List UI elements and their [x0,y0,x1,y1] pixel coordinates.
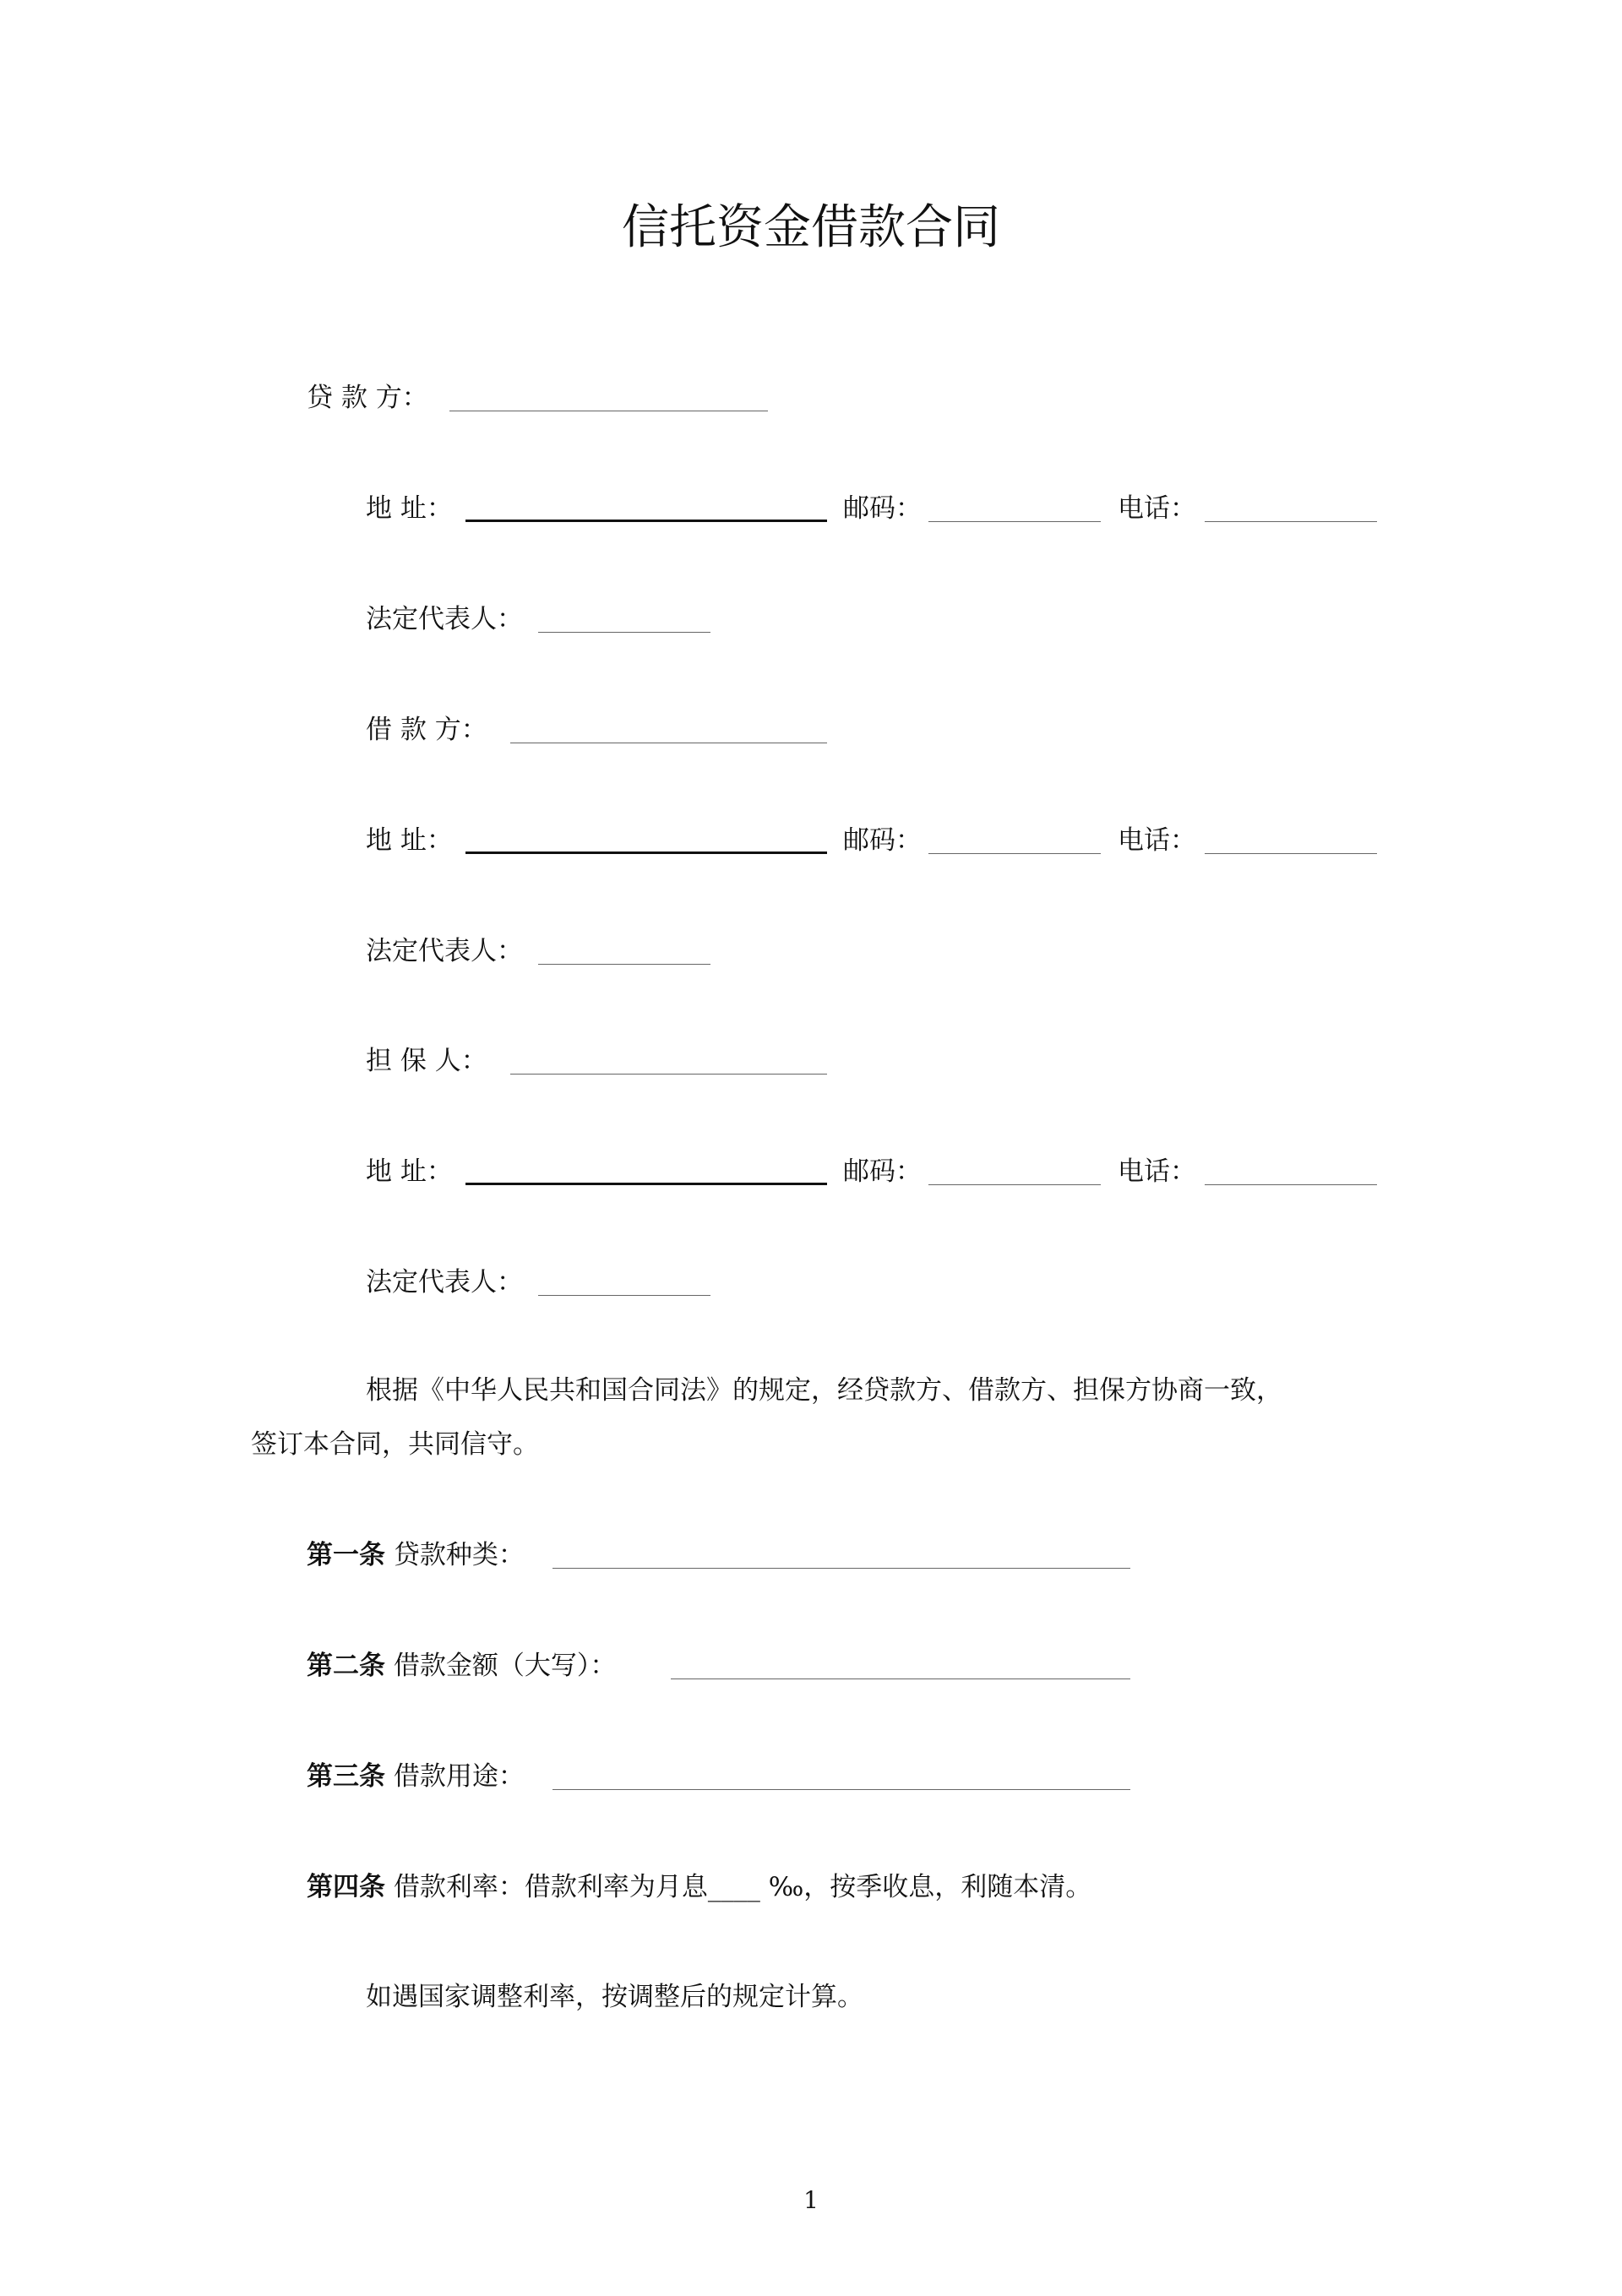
loan-purpose-field[interactable] [552,1789,1130,1790]
lender-rep-field[interactable] [538,632,710,633]
guarantor-rep-label: 法定代表人： [366,1267,523,1298]
borrower-rep-label: 法定代表人： [366,936,523,966]
borrower-label: 借 款 方： [366,715,487,745]
borrower-postcode-field[interactable] [928,853,1101,854]
guarantor-postcode-label: 邮码： [843,1156,922,1187]
lender-rep-label: 法定代表人： [366,604,523,634]
article-number: 第一条 [307,1540,385,1570]
borrower-rep-field[interactable] [538,964,710,965]
guarantor-label: 担 保 人： [366,1046,487,1076]
article-3 [307,1758,525,1795]
lender-postcode-field[interactable] [928,521,1101,522]
article-2 [307,1647,616,1684]
borrower-postcode-label: 邮码： [843,825,922,856]
guarantor-phone-label: 电话： [1118,1156,1196,1187]
guarantor-address-field[interactable] [465,1183,827,1185]
lender-label: 贷 款 方： [307,383,428,413]
borrower-address-field[interactable] [465,851,827,854]
borrower-phone-field[interactable] [1205,853,1377,854]
guarantor-phone-field[interactable] [1205,1184,1377,1185]
preamble-line-2: 签订本合同，共同信守。 [251,1429,539,1460]
article-4 [307,1869,1091,1906]
preamble-line-1: 根据《中华人民共和国合同法》的规定，经贷款方、借款方、担保方协商一致， [366,1375,1282,1406]
lender-postcode-label: 邮码： [843,493,922,524]
article-text: 借款利率：借款利率为月息 [393,1872,708,1902]
guarantor-rep-field[interactable] [538,1295,710,1296]
lender-phone-label: 电话： [1118,493,1196,524]
borrower-phone-label: 电话： [1118,825,1196,856]
article-text: 借款金额（大写）： [393,1651,617,1681]
lender-address-label: 地 址： [366,493,453,524]
lender-phone-field[interactable] [1205,521,1377,522]
borrower-address-label: 地 址： [366,825,453,856]
article-number: 第四条 [307,1872,385,1902]
rate-adjustment-note: 如遇国家调整利率，按调整后的规定计算。 [366,1982,863,2012]
document-title: 信托资金借款合同 [622,200,1000,255]
article-1 [307,1537,525,1574]
loan-amount-field[interactable] [671,1678,1130,1679]
article-text: 借款用途： [393,1761,525,1792]
page-number: 1 [803,2186,819,2214]
guarantor-name-field[interactable] [510,1074,827,1075]
lender-address-field[interactable] [465,520,827,522]
article-number: 第三条 [307,1761,385,1792]
loan-type-field[interactable] [552,1568,1130,1569]
article-suffix: ‰，按季收息，利随本清。 [759,1872,1092,1902]
guarantor-address-label: 地 址： [366,1156,453,1187]
article-number: 第二条 [307,1651,385,1681]
interest-rate-field[interactable]: ____ [707,1872,760,1902]
article-text: 贷款种类： [393,1540,525,1570]
guarantor-postcode-field[interactable] [928,1184,1101,1185]
